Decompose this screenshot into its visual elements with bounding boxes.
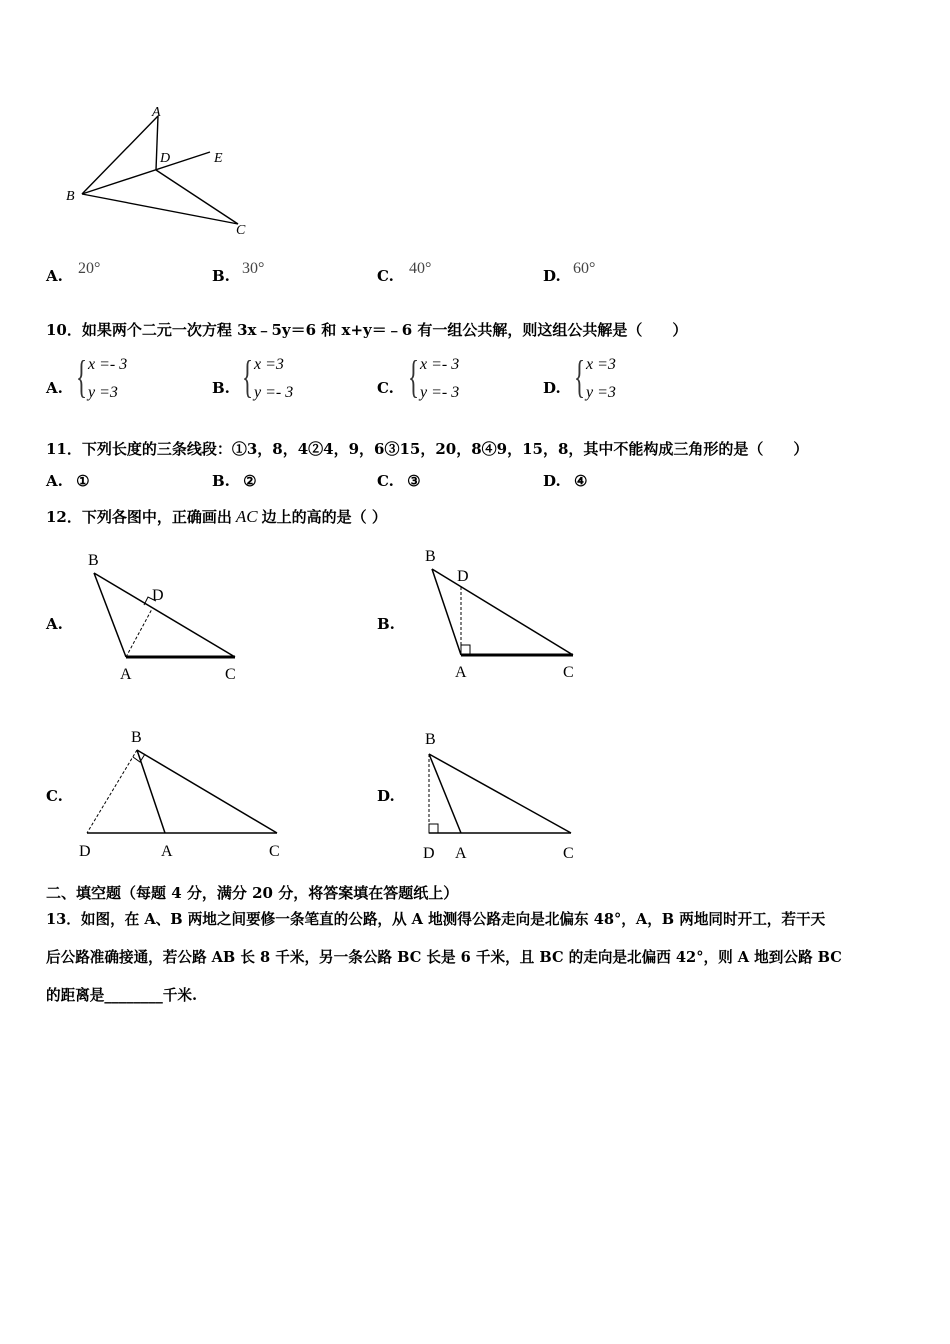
q13-line-1: 13．如图，在 A、B 两地之间要修一条笔直的公路，从 A 地测得公路走向是北偏东 48°，A，B 两地同时开工，若干天 [46,911,826,928]
option-value: ③ [407,472,421,490]
label-a: A [120,666,132,683]
section-heading: 二、填空题（每题 4 分，满分 20 分，将答案填在答题纸上） [46,884,459,902]
brace-icon: { [574,351,586,402]
q12-figure-c [75,722,290,867]
q10-option-b[interactable] [212,352,362,408]
option-letter: A. [46,472,63,490]
segment-ba [429,754,461,833]
segment-bc [429,754,571,833]
option-value: ② [243,472,257,490]
option-letter: A. [46,267,63,285]
segment-bc [432,569,573,655]
option-letter: D. [543,267,561,285]
label-d: D [152,587,164,604]
q10-option-a[interactable] [46,352,196,408]
label-a: A [455,664,467,681]
q12-figure-a [80,545,250,690]
q11-stem: 11．下列长度的三条线段：①3，8，4②4，9，6③15，20，8④9，15，8，其中不能构成三角形的是（ ） [46,440,809,458]
option-letter: D. [543,472,561,490]
q12-figure-b [415,543,590,688]
system-line-2: y =3 [88,384,118,401]
segment-ad [156,116,158,170]
label-d: D [79,843,91,860]
system-line-2: y =3 [586,384,616,401]
label-c: C [225,666,236,683]
segment-be [82,152,210,194]
label-b: B [425,548,436,565]
q12-stem [46,506,387,527]
label-b: B [88,552,99,569]
q12-option-b-letter[interactable]: B. [377,615,395,633]
system-line-1: x =- 3 [420,356,460,373]
label-b: B [66,189,75,204]
option-value: ④ [573,472,588,490]
q11-option-b[interactable] [212,472,257,490]
q10-option-c[interactable] [377,352,527,408]
q9-figure [60,100,260,240]
label-d: D [423,845,435,862]
label-c: C [236,223,246,238]
q9-option-a[interactable] [46,260,101,285]
brace-icon: { [242,351,254,402]
option-letter: D. [543,379,561,397]
system-line-1: x =3 [586,356,616,373]
system-line-2: y =- 3 [420,384,460,401]
option-letter: C. [377,379,394,397]
q10-stem: 10．如果两个二元一次方程 3x﹣5y＝6 和 x+y＝﹣6 有一组公共解，则这组公共解是（ ） [46,321,688,339]
label-d: D [457,568,469,585]
option-letter: C. [377,267,394,285]
option-letter: B. [212,267,230,285]
right-angle-mark [429,824,438,833]
option-value: 60° [573,260,596,277]
label-c: C [563,664,574,681]
brace-icon: { [408,351,420,402]
segment-ba [137,750,165,833]
q10-option-d[interactable] [543,352,693,408]
label-a: A [455,845,467,862]
altitude-bd [87,750,137,833]
label-a: A [152,105,161,120]
label-e: E [214,151,223,166]
segment-bc [94,573,235,657]
option-value: 20° [78,260,101,277]
label-a: A [161,843,173,860]
option-letter: A. [46,379,63,397]
q11-option-c[interactable] [377,472,421,490]
q12-option-c-letter[interactable]: C. [46,787,63,805]
q12-option-d-letter[interactable]: D. [377,787,395,805]
segment-ba [82,116,158,194]
right-angle-mark [461,645,470,654]
segment-bc [137,750,277,833]
q9-option-d[interactable] [543,260,596,285]
q12-option-a-letter[interactable]: A. [46,615,63,633]
segment-ba [94,573,126,657]
label-b: B [131,729,142,746]
q12-figure-d [415,722,590,867]
system-line-1: x =- 3 [88,356,128,373]
altitude-ad [126,609,152,657]
q12-stem-part1: 12．下列各图中，正确画出 [46,508,232,526]
q13-line-2: 后公路准确接通，若公路 AB 长 8 千米，另一条公路 BC 长是 6 千米，且 BC 的走向是北偏西 42°，则 A 地到公路 BC [46,949,842,966]
option-letter: B. [212,472,230,490]
q13-line-3: 的距离是________千米. [46,987,198,1004]
system-line-2: y =- 3 [254,384,294,401]
option-letter: C. [377,472,394,490]
brace-icon: { [76,351,88,402]
label-d: D [160,151,171,166]
label-c: C [563,845,574,862]
option-value: 30° [242,260,265,277]
option-value: 40° [409,260,432,277]
q12-stem-var: AC [235,507,258,526]
system-line-1: x =3 [254,356,284,373]
option-value: ① [76,472,90,490]
label-b: B [425,731,436,748]
q9-option-c[interactable] [377,260,432,285]
q12-stem-part2: 边上的高的是（ ） [261,508,387,526]
q11-option-d[interactable] [543,472,587,490]
q11-option-a[interactable] [46,472,90,490]
label-c: C [269,843,280,860]
q9-option-b[interactable] [212,260,265,285]
option-letter: B. [212,379,230,397]
